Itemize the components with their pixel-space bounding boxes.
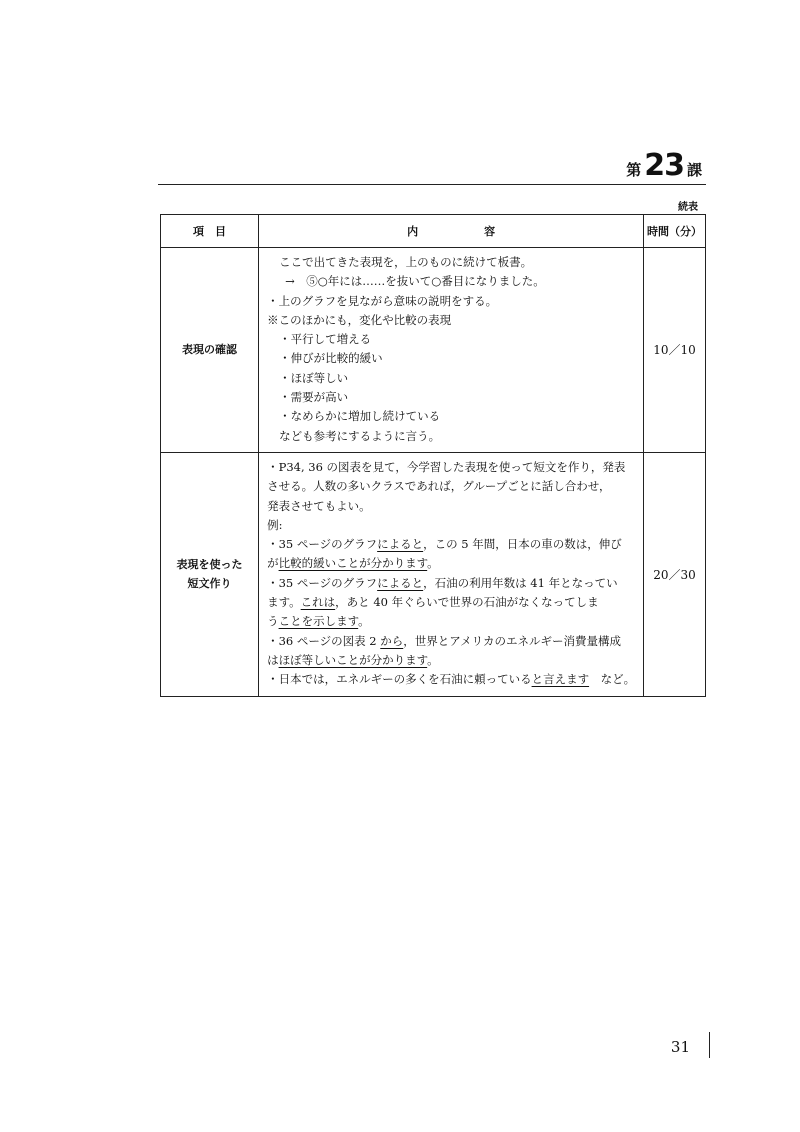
content-line: ・上のグラフを見ながら意味の説明をする。	[267, 293, 498, 308]
continued-label: 続表	[678, 202, 698, 213]
text-segment: ，あと 40 年ぐらいで世界の石油がなくなってしま	[335, 595, 599, 610]
text-segment: ・日本では，エネルギーの多くを石油に頼っている	[267, 672, 532, 687]
content-line	[267, 593, 635, 612]
header-content: 内 容	[259, 215, 644, 248]
item-cell	[161, 452, 259, 696]
text-segment: う	[267, 614, 279, 629]
content-line: ・伸びが比較的緩い	[279, 351, 383, 366]
text-segment: ・35 ページのグラフ	[267, 575, 378, 590]
text-segment: ・35 ページのグラフ	[267, 537, 378, 552]
content-line: なども参考にするように言う。	[279, 428, 441, 443]
text-segment: ・36 ページの図表 2	[267, 633, 381, 648]
table-row	[161, 452, 706, 696]
content-line: ここで出てきた表現を，上のものに続けて板書。	[279, 255, 533, 269]
underlined-expression: と言えます	[531, 672, 590, 687]
page-number-rule	[709, 1032, 710, 1058]
item-cell	[161, 248, 259, 453]
item-label: 表現の確認	[182, 343, 238, 357]
content-line: させる。人数の多いクラスであれば，グループごとに話し合わせ，	[267, 479, 611, 494]
underlined-expression: から	[380, 633, 404, 648]
table-header-row	[161, 215, 706, 248]
content-line	[267, 574, 635, 593]
content-line	[267, 632, 635, 651]
content-line: 例:	[267, 517, 283, 532]
text-segment: ，石油の利用年数は 41 年となってい	[423, 575, 618, 590]
header-rule	[158, 184, 706, 185]
content-line	[267, 670, 635, 689]
header-item: 項 目	[161, 215, 259, 248]
text-segment: ，この 5 年間，日本の車の数は，伸び	[423, 537, 622, 552]
content-line: 発表させてもよい。	[267, 498, 371, 513]
text-segment: ，世界とアメリカのエネルギー消費量構成	[403, 633, 621, 648]
content-line	[267, 554, 635, 573]
content-line: ※このほかにも，変化や比較の表現	[267, 312, 452, 327]
text-segment: は	[267, 652, 279, 667]
table-row	[161, 248, 706, 453]
text-segment: など。	[589, 672, 636, 687]
lesson-number: 23	[644, 148, 684, 183]
text-segment: 。	[358, 614, 370, 629]
underlined-expression: 比較的緩いことが分かります	[278, 556, 428, 571]
content-cell	[259, 248, 644, 453]
content-line	[267, 612, 635, 631]
content-line: → ⑤○年には……を抜いて○番目になりました。	[285, 274, 545, 289]
underlined-expression: ほぼ等しいことが分かります	[278, 652, 428, 667]
page-number: 31	[670, 1038, 690, 1056]
text-segment: ます。	[267, 595, 301, 610]
time-cell: 20／30	[644, 452, 706, 696]
underlined-expression: これは	[300, 595, 336, 610]
underlined-expression: ことを示します	[278, 614, 359, 629]
content-line: ・なめらかに増加し続けている	[279, 409, 441, 424]
content-line	[267, 651, 635, 670]
lesson-header	[626, 148, 702, 183]
lesson-prefix: 第	[626, 161, 642, 179]
text-segment: が	[267, 556, 279, 571]
time-cell: 10／10	[644, 248, 706, 453]
underlined-expression: によると	[377, 537, 424, 552]
lesson-plan-table	[160, 214, 706, 697]
text-segment: 。	[427, 652, 439, 667]
content-line: ・ほぼ等しい	[279, 370, 349, 385]
header-time: 時間（分）	[644, 215, 706, 248]
item-label: 表現を使った	[176, 558, 243, 572]
item-label: 短文作り	[187, 577, 232, 591]
lesson-suffix: 課	[686, 161, 702, 179]
content-line: ・P34, 36 の図表を見て，今学習した表現を使って短文を作り，発表	[267, 459, 626, 474]
content-line: ・需要が高い	[279, 390, 349, 405]
content-line: ・平行して増える	[279, 332, 372, 347]
content-cell	[259, 452, 644, 696]
text-segment: 。	[427, 556, 439, 571]
content-line	[267, 535, 635, 554]
underlined-expression: によると	[377, 575, 424, 590]
